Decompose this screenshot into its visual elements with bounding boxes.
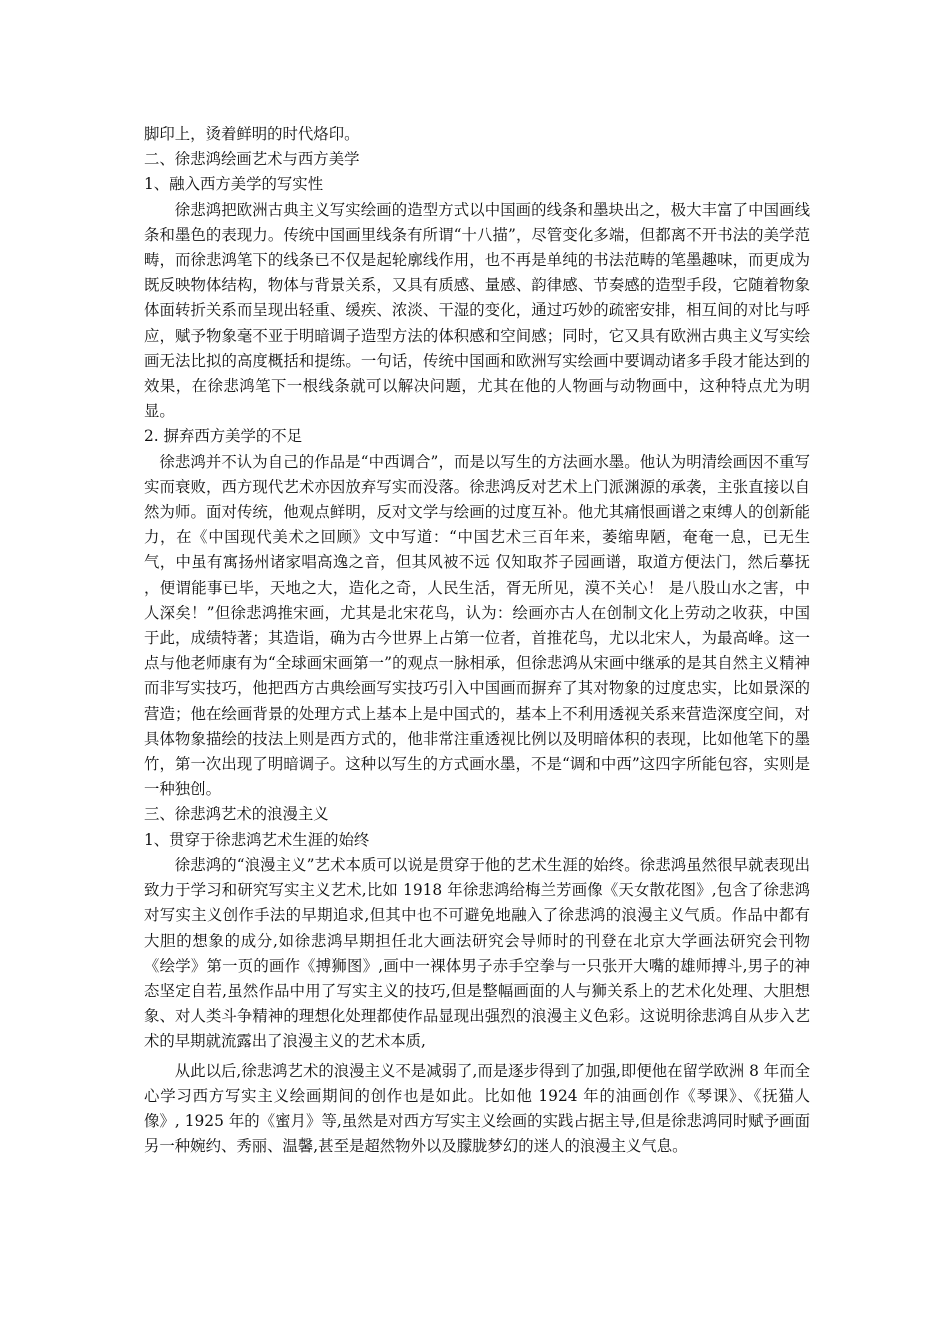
section-3-sub1-title: 1、贯穿于徐悲鸿艺术生涯的始终 (144, 830, 370, 849)
section-3-paragraph-1: 徐悲鸿的“浪漫主义”艺术本质可以说是贯穿于他的艺术生涯的始终。徐悲鸿虽然很早就表现出致力于学习和研究写实主义艺术,比如 1918 年徐悲鸿给梅兰芳画像《天女散花图》,包含了徐悲鸿对写实主义创作手法的早期追求,但其中也不可避免地融入了徐悲鸿的浪漫主义气质。作品中都有大胆的想象的成分,如徐悲鸿早期担任北大画法研究会导师时的刊登在北京大学画法研究会刊物《绘学》第一页的画作《搏狮图》,画中一裸体男子赤手空拳与一只张开大嘴的雄师搏斗,男子的神态坚定自若,虽然作品中用了写实主义的技巧,但是整幅画面的人与狮关系上的艺术化处理、大胆想象、对人类斗争精神的理想化处理都使作品显现出强烈的浪漫主义色彩。这说明徐悲鸿自从步入艺术的早期就流露出了浪漫主义的艺术本质, (144, 855, 810, 1051)
opening-line: 脚印上，烫着鲜明的时代烙印。 (144, 125, 360, 143)
section-2-sub2-title: 2. 摒弃西方美学的不足 (144, 427, 303, 446)
section-2-title: 二、徐悲鸿绘画艺术与西方美学 (144, 150, 360, 169)
document-page (144, 122, 810, 1159)
section-3-paragraph-2: 从此以后,徐悲鸿艺术的浪漫主义不是减弱了,而是逐步得到了加强,即便他在留学欧洲 8 年而全心学习西方写实主义绘画期间的创作也是如此。比如他 1924 年的油画创作《琴课》、《抚猫人像》, 1925 年的《蜜月》等,虽然是对西方写实主义绘画的实践占据主导,但是徐悲鸿同时赋予画面另一种婉约、秀丽、温馨,甚至是超然物外以及朦胧梦幻的迷人的浪漫主义气息。 (144, 1061, 810, 1156)
section-2-sub2-paragraph: 徐悲鸿并不认为自己的作品是“中西调合”，而是以写生的方法画水墨。他认为明清绘画因不重写实而衰败，西方现代艺术亦因放弃写实而没落。徐悲鸿反对艺术上门派渊源的承袭，主张直接以自然为师。面对传统，他观点鲜明，反对文学与绘画的过度互补。他尤其痛恨画谱之束缚人的创新能力，在《中国现代美术之回顾》文中写道：“中国艺术三百年来，萎缩卑陋，奄奄一息，已无生气，中虽有寓扬州诸家唱高逸之音，但其风被不远 仅知取芥子园画谱，取道方便法门，然后摹抚 ，便谓能事已毕，天地之大，造化之奇，人民生活，胥无所见，漠不关心！ 是八股山水之害，中人深矣！”但徐悲鸿推宋画，尤其是北宋花鸟，认为：绘画亦古人在创制文化上劳动之收获，中国于此，成绩特著；其造诣，确为古今世界上占第一位者，首推花鸟，尤以北宋人，为最高峰。这一点与他老师康有为“全球画宋画第一”的观点一脉相承，但徐悲鸿从宋画中继承的是其自然主义精神而非写实技巧，他把西方古典绘画写实技巧引入中国画而摒弃了其对物象的过度忠实，比如景深的营造；他在绘画背景的处理方式上基本上是中国式的，基本上不利用透视关系来营造深度空间，对具体物象描绘的技法上则是西方式的，他非常注重透视比例以及明暗体积的表现，比如他笔下的墨竹，第一次出现了明暗调子。这种以写生的方式画水墨，不是“调和中西”这四字所能包容，实则是一种独创。 (144, 452, 810, 799)
section-3-title: 三、徐悲鸿艺术的浪漫主义 (144, 805, 329, 824)
section-2-sub1-paragraph: 徐悲鸿把欧洲古典主义写实绘画的造型方式以中国画的线条和墨块出之，极大丰富了中国画线条和墨色的表现力。传统中国画里线条有所谓“十八描”，尽管变化多端，但都离不开书法的美学范畴，而徐悲鸿笔下的线条已不仅是起轮廓线作用，也不再是单纯的书法范畴的笔墨趣味，而更成为既反映物体结构，物体与背景关系，又具有质感、量感、韵律感、节奏感的造型手段，它随着物象体面转折关系而呈现出轻重、缓疾、浓淡、干湿的变化，通过巧妙的疏密安排，相互间的对比与呼应，赋予物象毫不亚于明暗调子造型方法的体积感和空间感；同时，它又具有欧洲古典主义写实绘画无法比拟的高度概括和提练。一句话，传统中国画和欧洲写实绘画中要调动诸多手段才能达到的效果，在徐悲鸿笔下一根线条就可以解决问题，尤其在他的人物画与动物画中，这种特点尤为明显。 (144, 200, 810, 421)
section-2-sub1-title: 1、融入西方美学的写实性 (144, 175, 324, 194)
